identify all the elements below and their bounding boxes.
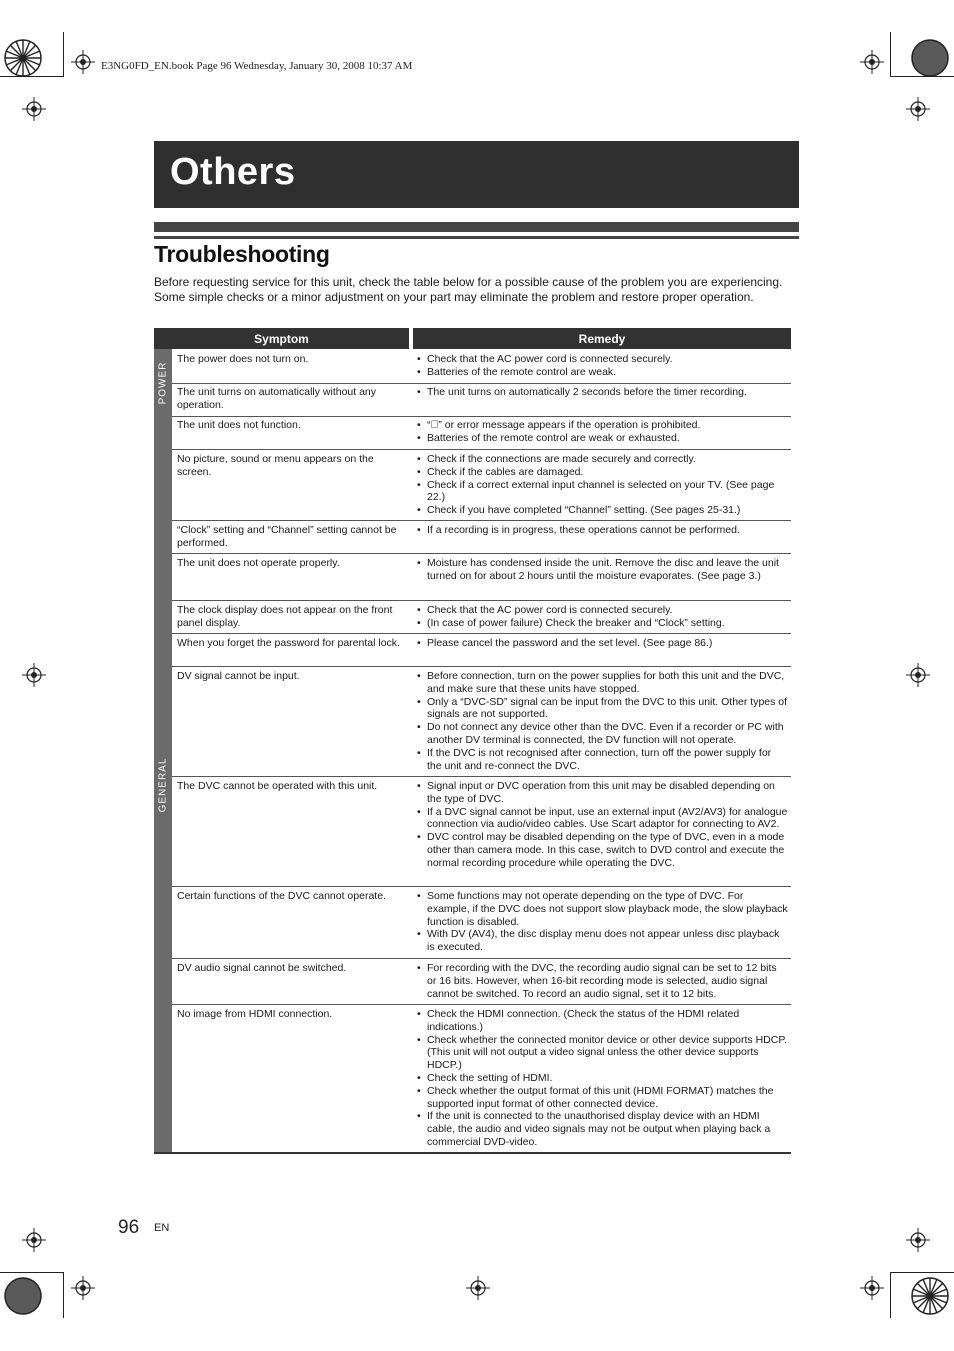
- remedy-item: • “⃠” or error message appears if the operation is prohibited.: [416, 419, 788, 432]
- section-label-power: POWER: [154, 349, 172, 416]
- symptom-cell: The unit does not operate properly.: [177, 557, 340, 569]
- symptom-cell: The unit turns on automatically without any operation.: [177, 386, 377, 411]
- remedy-item: • If the unit is connected to the unauthorised display device with an HDMI cable, the audio and video signals may not be output when playing back a commercial DVD-video.: [416, 1110, 788, 1148]
- remedy-item: • If a DVC signal cannot be input, use an external input (AV2/AV3) for analogue connection via audio/video cables. Use Scart adaptor for connecting to AV2.: [416, 806, 788, 832]
- crosshair-icon: [466, 1276, 490, 1300]
- row-divider: [172, 633, 791, 634]
- remedy-item: • For recording with the DVC, the recording audio signal can be set to 12 bits or 16 bits. However, when 16-bit recording mode is selected, audio signal cannot be switched. To record an audio signal, set it to 12 bits.: [416, 962, 788, 1000]
- remedy-header: Remedy: [413, 328, 791, 349]
- crop-line: [0, 76, 64, 77]
- remedy-item: • Check whether the output format of this unit (HDMI FORMAT) matches the supported input format of other connected device.: [416, 1085, 788, 1111]
- crop-line: [63, 32, 64, 77]
- remedy-item: • Check if the connections are made securely and correctly.: [416, 453, 788, 466]
- gray-target-icon: [3, 1276, 43, 1316]
- symptom-cell: DV audio signal cannot be switched.: [177, 962, 347, 974]
- gray-target-icon: [910, 38, 950, 78]
- row-divider: [172, 520, 791, 521]
- remedy-item: • If the DVC is not recognised after connection, turn off the power supply for the unit and re-connect the DVC.: [416, 747, 788, 773]
- remedy-list: [416, 453, 788, 517]
- remedy-list: [416, 637, 788, 650]
- row-divider: [172, 776, 791, 777]
- remedy-item: • Check whether the connected monitor device or other device supports HDCP. (This unit will not output a video signal unless the other device supports HDCP.): [416, 1034, 788, 1072]
- page-language: EN: [154, 1222, 170, 1234]
- remedy-item: • With DV (AV4), the disc display menu does not appear unless disc playback is executed.: [416, 928, 788, 954]
- symptom-cell: The clock display does not appear on the front panel display.: [177, 604, 393, 629]
- remedy-item: • Check that the AC power cord is connected securely.: [416, 604, 788, 617]
- crop-line: [0, 1272, 64, 1273]
- remedy-item: • Do not connect any device other than the DVC. Even if a recorder or PC with another DV terminal is connected, the DV function will not operate.: [416, 721, 788, 747]
- remedy-item: • Only a “DVC-SD” signal can be input from the DVC to this unit. Other types of signals are not supported.: [416, 696, 788, 722]
- crosshair-icon: [906, 1228, 930, 1252]
- print-header: E3NG0FD_EN.book Page 96 Wednesday, January 30, 2008 10:37 AM: [101, 60, 413, 72]
- symptom-cell: The unit does not function.: [177, 419, 301, 431]
- remedy-item: • Please cancel the password and the set level. (See page 86.): [416, 637, 788, 650]
- row-divider: [172, 383, 791, 384]
- remedy-list: [416, 353, 788, 379]
- remedy-item: • Moisture has condensed inside the unit. Remove the disc and leave the unit turned on for about 2 hours until the moisture evaporates. (See page 3.): [416, 557, 788, 583]
- symptom-header: Symptom: [154, 328, 409, 349]
- crosshair-icon: [22, 97, 46, 121]
- row-divider: [172, 1004, 791, 1005]
- remedy-list: [416, 557, 788, 583]
- crosshair-icon: [906, 663, 930, 687]
- table-bottom-rule: [154, 1152, 791, 1154]
- row-divider: [172, 958, 791, 959]
- crosshair-icon: [906, 97, 930, 121]
- remedy-list: [416, 780, 788, 870]
- symptom-cell: When you forget the password for parental lock.: [177, 637, 400, 649]
- page-number: 96: [118, 1217, 140, 1238]
- starburst-target-icon: [910, 1276, 950, 1316]
- row-divider: [172, 553, 791, 554]
- remedy-item: • (In case of power failure) Check the breaker and “Clock” setting.: [416, 617, 788, 630]
- remedy-item: • Before connection, turn on the power supplies for both this unit and the DVC, and make sure that these units have stopped.: [416, 670, 788, 696]
- remedy-list: [416, 1008, 788, 1149]
- remedy-list: [416, 419, 788, 445]
- symptom-cell: No image from HDMI connection.: [177, 1008, 333, 1020]
- remedy-list: [416, 524, 788, 537]
- remedy-item: • Check that the AC power cord is connected securely.: [416, 353, 788, 366]
- remedy-item: • Batteries of the remote control are weak or exhausted.: [416, 432, 788, 445]
- section-label-general: GENERAL: [154, 416, 172, 1153]
- chapter-title-bar: [154, 141, 799, 208]
- starburst-target-icon: [3, 38, 43, 78]
- remedy-item: • Signal input or DVC operation from this unit may be disabled depending on the type of DVC.: [416, 780, 788, 806]
- crop-line: [890, 1272, 891, 1318]
- remedy-item: • Check if a correct external input channel is selected on your TV. (See page 22.): [416, 479, 788, 505]
- crop-line: [890, 1272, 954, 1273]
- remedy-item: • If a recording is in progress, these operations cannot be performed.: [416, 524, 788, 537]
- row-divider: [172, 449, 791, 450]
- remedy-item: • The unit turns on automatically 2 seconds before the timer recording.: [416, 386, 788, 399]
- remedy-item: • Check the setting of HDMI.: [416, 1072, 788, 1085]
- crosshair-icon: [22, 663, 46, 687]
- remedy-list: [416, 890, 788, 954]
- crosshair-icon: [860, 50, 884, 74]
- symptom-cell: The DVC cannot be operated with this unit.: [177, 780, 378, 792]
- crosshair-icon: [860, 1276, 884, 1300]
- remedy-item: • Check the HDMI connection. (Check the status of the HDMI related indications.): [416, 1008, 788, 1034]
- remedy-list: [416, 670, 788, 772]
- section-title: Troubleshooting: [154, 241, 330, 267]
- symptom-cell: The power does not turn on.: [177, 353, 309, 365]
- row-divider: [172, 600, 791, 601]
- remedy-item: • Some functions may not operate depending on the type of DVC. For example, if the DVC does not support slow playback mode, the slow playback function is disabled.: [416, 890, 788, 928]
- remedy-list: [416, 386, 788, 399]
- row-divider: [172, 666, 791, 667]
- row-divider: [172, 416, 791, 417]
- crosshair-icon: [71, 50, 95, 74]
- crosshair-icon: [22, 1228, 46, 1252]
- symptom-cell: “Clock” setting and “Channel” setting cannot be performed.: [177, 524, 397, 549]
- row-divider: [172, 886, 791, 887]
- intro-paragraph: Before requesting service for this unit, check the table below for a possible cause of the problem you are experiencing. Some simple checks or a minor adjustment on your part may eliminate the problem and restore proper operation.: [154, 275, 783, 304]
- crop-line: [890, 32, 891, 77]
- symptom-cell: DV signal cannot be input.: [177, 670, 300, 682]
- crop-line: [63, 1272, 64, 1318]
- chapter-title: Others: [170, 151, 296, 193]
- symptom-cell: Certain functions of the DVC cannot operate.: [177, 890, 386, 902]
- remedy-item: • Check if you have completed “Channel” setting. (See pages 25-31.): [416, 504, 788, 517]
- remedy-item: • Batteries of the remote control are weak.: [416, 366, 788, 379]
- crop-line: [890, 76, 954, 77]
- remedy-list: [416, 604, 788, 630]
- symptom-cell: No picture, sound or menu appears on the screen.: [177, 453, 374, 478]
- section-rule: [154, 236, 799, 239]
- remedy-item: • Check if the cables are damaged.: [416, 466, 788, 479]
- section-rule: [154, 222, 799, 232]
- remedy-item: • DVC control may be disabled depending on the type of DVC, even in a mode other than camera mode. In this case, switch to DVD control and execute the normal recording procedure while operating the DVC.: [416, 831, 788, 869]
- crosshair-icon: [71, 1276, 95, 1300]
- remedy-list: [416, 962, 788, 1000]
